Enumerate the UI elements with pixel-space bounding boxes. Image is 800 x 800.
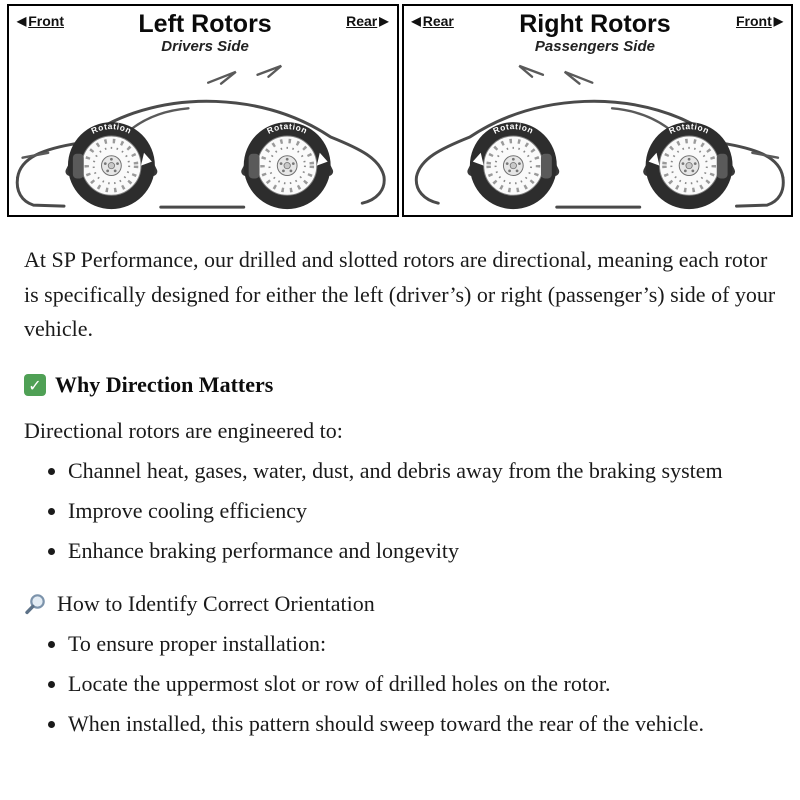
arrow-left-icon: ◀ [411, 14, 421, 28]
front-direction-label [736, 13, 783, 29]
orientation-list [24, 627, 776, 740]
rotation-label: Rotation [89, 121, 134, 137]
why-direction-lead: Directional rotors are engineered to: [24, 418, 343, 444]
orientation-heading [24, 591, 776, 617]
why-direction-heading [24, 372, 776, 398]
intro-paragraph: At SP Performance, our drilled and slotted rotors are directional, meaning each rotor is specifically designed for either the left (driver’s) or right (passenger’s) side of your vehicle. [24, 247, 776, 341]
arrow-left-icon: ◀ [17, 14, 27, 28]
right-rotors-panel [402, 4, 794, 217]
panel-subtitle: Drivers Side [161, 38, 249, 56]
list-item: • Channel heat, gases, water, dust, and debris away from the braking system [68, 454, 776, 487]
arrow-right-icon: ▶ [773, 14, 783, 28]
list-item: • Improve cooling efficiency [68, 494, 776, 527]
rotation-label: Rotation [490, 121, 535, 137]
direction-text: Rear [422, 13, 454, 29]
direction-text: Front [28, 13, 64, 29]
check-icon: ✓ [24, 374, 46, 396]
list-item: • Enhance braking performance and longevity [68, 534, 776, 567]
right-panel-header [404, 6, 792, 55]
left-panel-titles [64, 11, 346, 55]
left-car-illustration [9, 57, 397, 215]
panel-subtitle: Passengers Side [534, 38, 655, 56]
rear-direction-label [412, 13, 454, 29]
list-item: • To ensure proper installation: [68, 627, 776, 660]
why-direction-list [24, 454, 776, 567]
panel-title: Right Rotors [519, 10, 671, 38]
rear-direction-label [346, 13, 388, 29]
list-item: • When installed, this pattern should sweep toward the rear of the vehicle. [68, 707, 776, 740]
article-content [0, 217, 800, 780]
arrow-right-icon: ▶ [379, 14, 389, 28]
rotation-label: Rotation [265, 121, 310, 137]
direction-text: Front [736, 13, 772, 29]
front-direction-label [17, 13, 64, 29]
right-panel-titles [454, 11, 736, 55]
direction-text: Rear [346, 13, 378, 29]
rotor-direction-diagram [0, 0, 800, 217]
heading-text: Why Direction Matters [55, 372, 274, 398]
heading-text: How to Identify Correct Orientation [57, 591, 375, 617]
right-car-illustration [404, 57, 792, 215]
left-rotors-panel [7, 4, 399, 217]
left-panel-header [9, 6, 397, 55]
list-item: • Locate the uppermost slot or row of drilled holes on the rotor. [68, 667, 776, 700]
magnifier-icon [24, 592, 48, 616]
rotation-label: Rotation [666, 121, 711, 137]
panel-title: Left Rotors [138, 10, 272, 38]
